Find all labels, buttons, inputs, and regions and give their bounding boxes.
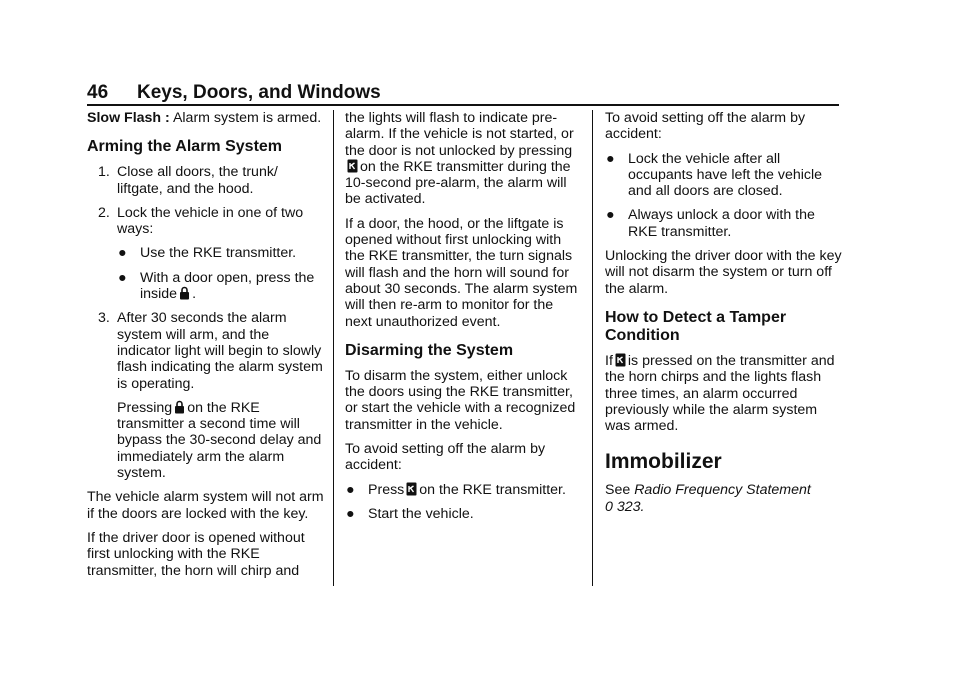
paragraph: To disarm the system, either unlock the doors using the RKE transmitter, or start the vehicle with a recognized transmitter in the vehicle. xyxy=(345,367,576,433)
column-3 xyxy=(605,110,843,523)
list-item: 3. After 30 seconds the alarm system will arm, and the indicator light will begin to slowly flash indicating the alarm system is operating. Pressing on the RKE transmitter a second time will bypass the 30-second delay and immediately arm the alarm system. xyxy=(87,310,325,481)
lock-icon xyxy=(179,286,190,300)
paragraph: If the driver door is opened without first unlocking with the RKE transmitter, the horn will chirp and xyxy=(87,529,305,579)
section-title: Keys, Doors, and Windows xyxy=(137,82,381,103)
paragraph: If a door, the hood, or the liftgate is opened without first unlocking with the RKE transmitter, the turn signals will flash and the horn will sound for about 30 seconds. The alarm system will then re-arm to monitor for the next unauthorized event. xyxy=(345,215,578,330)
see-reference: See Radio Frequency Statement 0 323. xyxy=(605,482,811,515)
disarming-heading: Disarming the System xyxy=(345,341,514,359)
column-divider xyxy=(592,110,593,586)
bullet-icon: ● xyxy=(606,150,615,167)
paragraph: If is pressed on the transmitter and the horn chirps and the lights flash three times, an alarm occurred previously while the alarm system was armed. xyxy=(605,352,835,435)
arrow-icon: 0 xyxy=(605,498,613,515)
lock-icon xyxy=(174,400,185,414)
page-number: 46 xyxy=(87,82,109,103)
tamper-heading: How to Detect a Tamper Condition xyxy=(605,308,787,344)
list-item: 1. Close all doors, the trunk/ liftgate, and the hood. xyxy=(98,164,278,197)
reference-page[interactable]: 323. xyxy=(612,498,645,515)
bullet-item: ● Press on the RKE transmitter. xyxy=(346,481,566,498)
bullet-icon: ● xyxy=(118,269,127,286)
bullet-item: ● Start the vehicle. xyxy=(346,505,474,522)
bullet-icon: ● xyxy=(118,245,127,262)
header-rule xyxy=(87,104,839,106)
slow-flash-term: Slow Flash : xyxy=(87,110,170,126)
unlock-icon xyxy=(347,159,358,173)
column-divider xyxy=(333,110,334,586)
step3-paragraph: Pressing on the RKE transmitter a second time will bypass the 30-second delay and immediately arm the alarm system. xyxy=(117,399,322,482)
unlock-icon xyxy=(406,482,417,496)
paragraph: the lights will flash to indicate pre-alarm. If the vehicle is not started, or the door is not unlocked by pressingon the RKE transmitter during the 10-second pre-alarm, the alarm will be activated. xyxy=(345,110,574,208)
bullet-icon: ● xyxy=(346,481,355,498)
bullet-icon: ● xyxy=(346,505,355,522)
paragraph: Unlocking the driver door with the key will not disarm the system or turn off the alarm. xyxy=(605,248,842,297)
column-1 xyxy=(87,110,325,587)
arming-heading: Arming the Alarm System xyxy=(87,138,283,156)
bullet-item: ● Always unlock a door with the RKE transmitter. xyxy=(606,207,815,240)
bullet-icon: ● xyxy=(606,207,615,224)
paragraph: The vehicle alarm system will not arm if the doors are locked with the key. xyxy=(87,489,324,522)
paragraph: To avoid setting off the alarm by accident: xyxy=(605,110,806,143)
bullet-item: ● Lock the vehicle after all occupants have left the vehicle and all doors are closed. xyxy=(606,150,823,200)
paragraph: To avoid setting off the alarm by accident: xyxy=(345,441,546,474)
slow-flash-paragraph: Slow Flash : Alarm system is armed. xyxy=(87,110,322,126)
list-item: 2. Lock the vehicle in one of two ways: ● Use the RKE transmitter. ● With a door open, press the inside . xyxy=(87,205,325,302)
unlock-icon xyxy=(615,353,626,367)
immobilizer-heading: Immobilizer xyxy=(605,450,722,474)
bullet-item: ● With a door open, press the inside . xyxy=(118,269,315,303)
reference-link[interactable]: Radio Frequency Statement xyxy=(634,482,811,499)
column-2 xyxy=(345,110,583,530)
bullet-item: ● Use the RKE transmitter. xyxy=(118,245,297,262)
